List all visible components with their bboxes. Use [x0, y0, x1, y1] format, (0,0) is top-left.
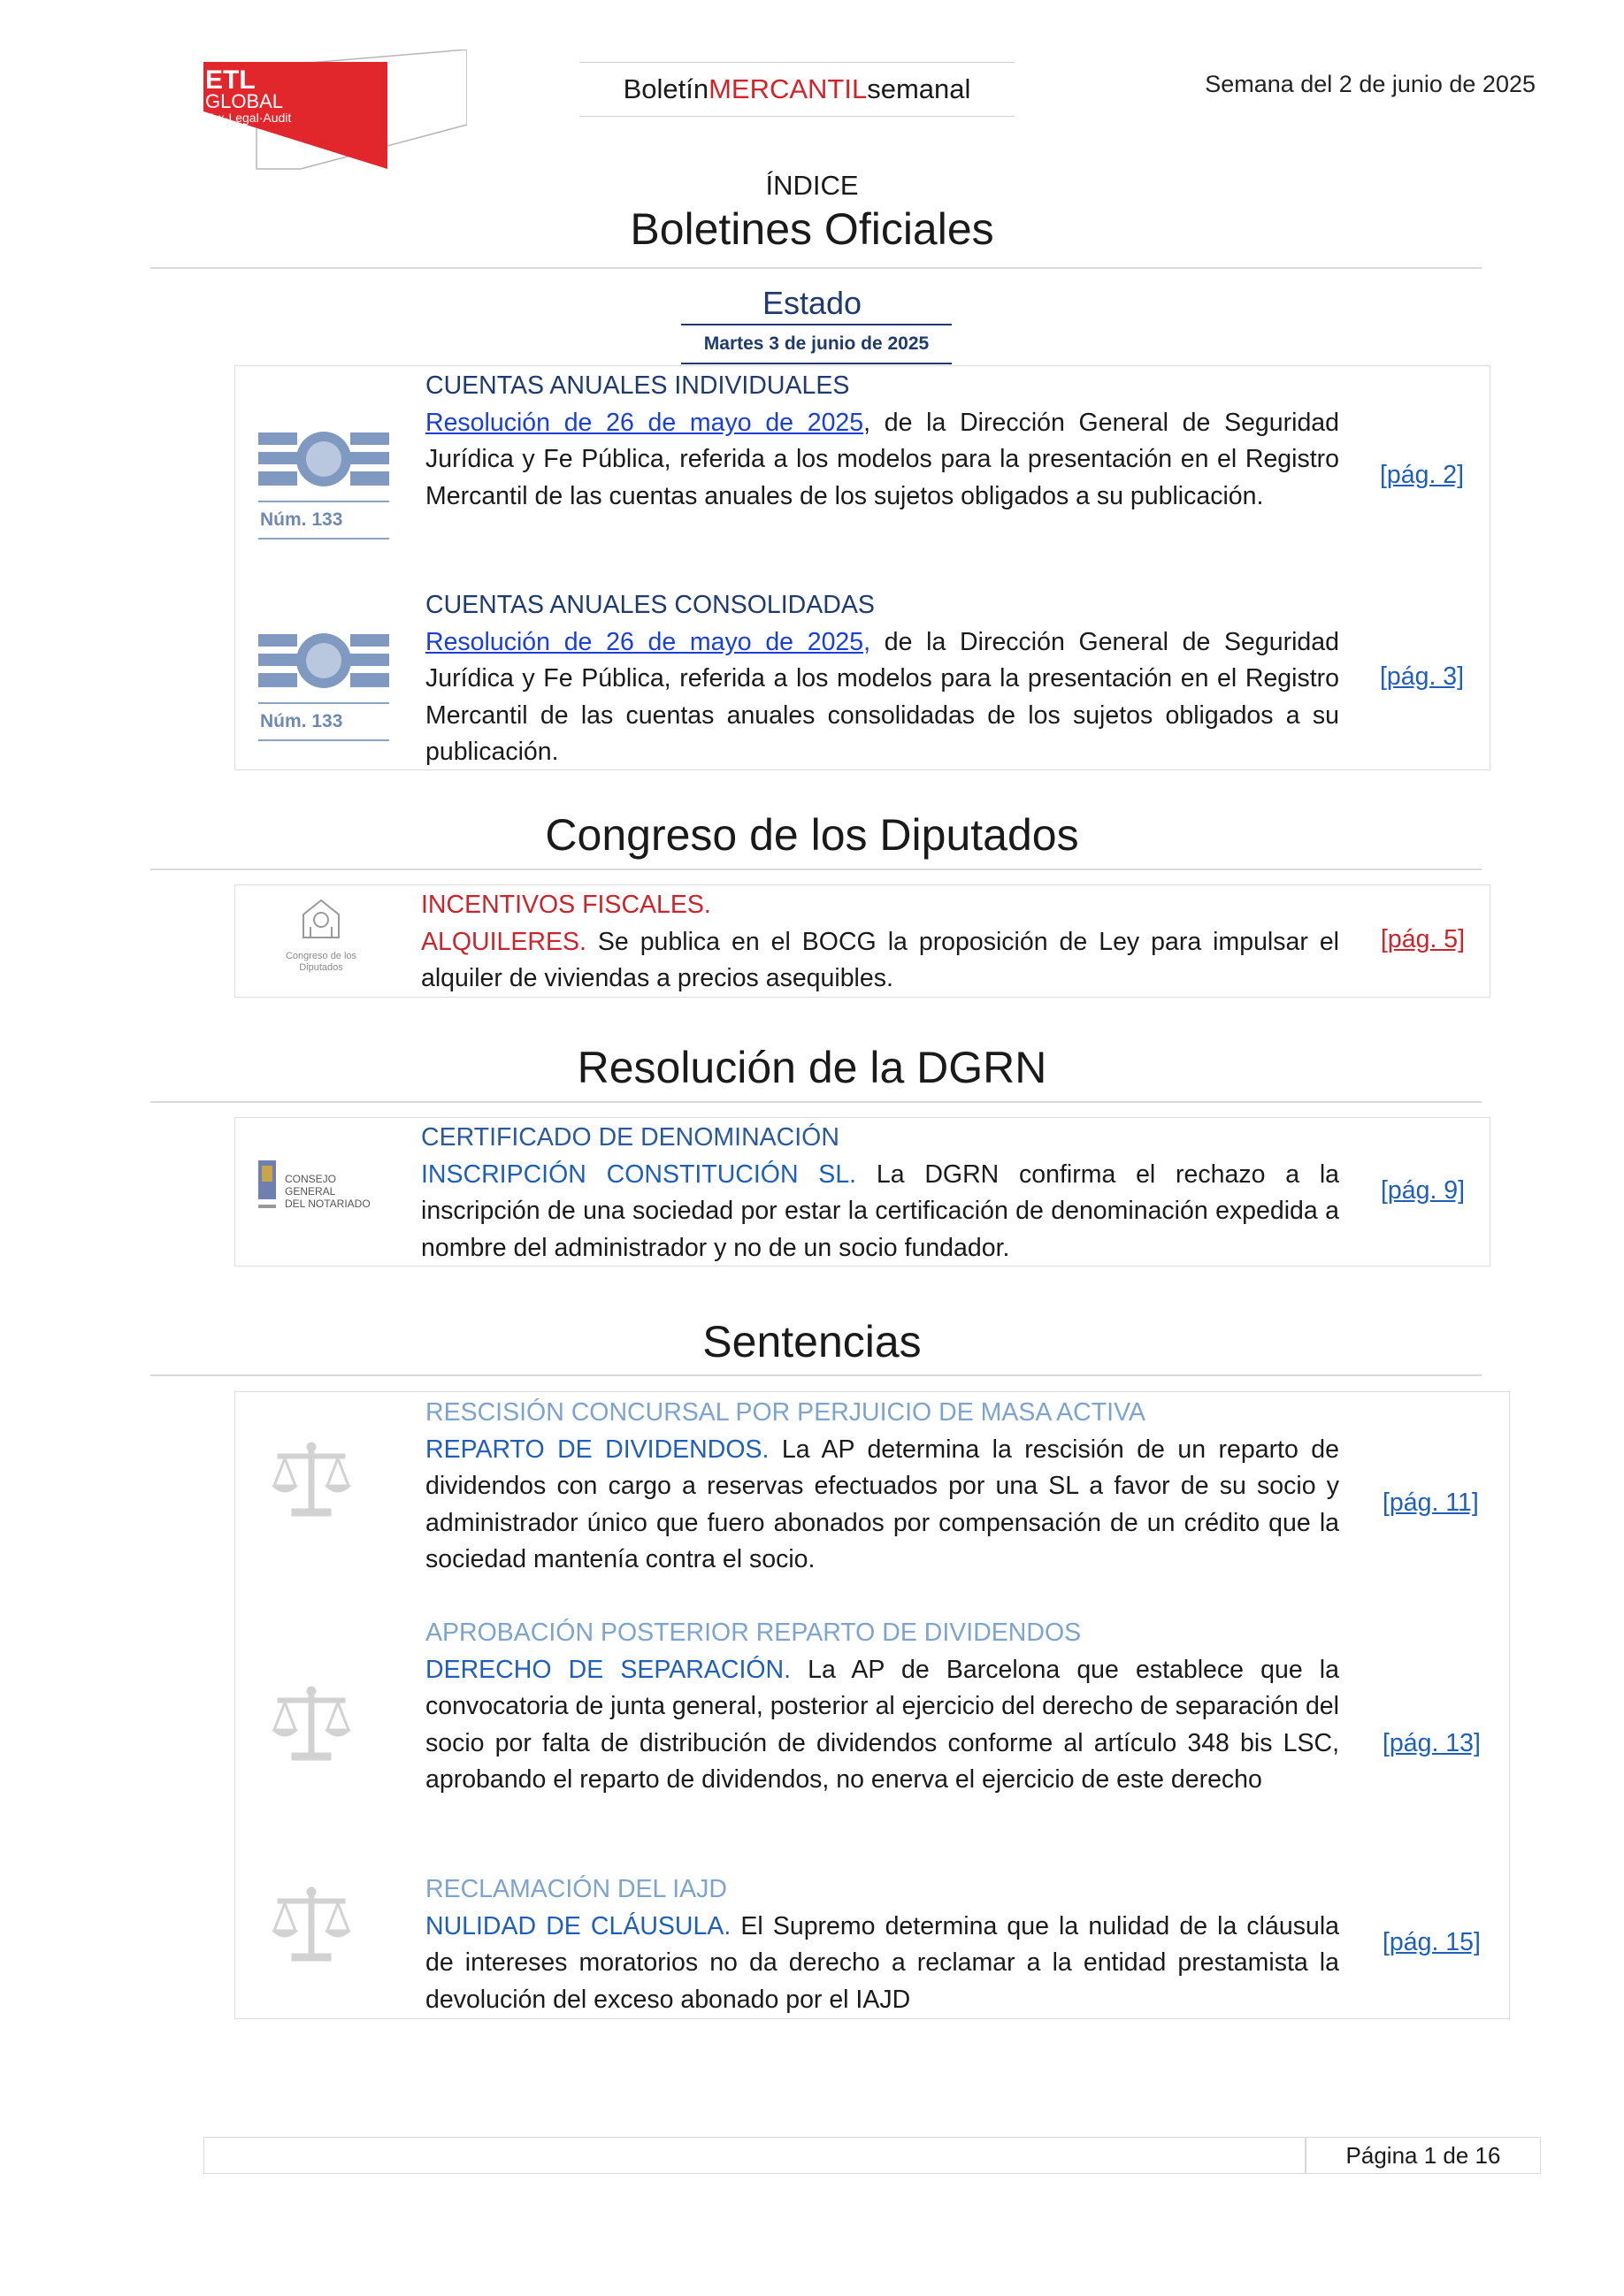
- divider: [150, 869, 1482, 870]
- page-link[interactable]: [pág. 5]: [1381, 925, 1466, 953]
- scales-icon: [271, 1684, 352, 1765]
- divider: [150, 1374, 1482, 1376]
- item-category: CUENTAS ANUALES INDIVIDUALES: [425, 371, 850, 400]
- boe-item-1: [425, 368, 1339, 515]
- bulletin-title-suffix: semanal: [867, 73, 971, 104]
- page-link[interactable]: [pág. 3]: [1380, 662, 1465, 691]
- item-body: La DGRN confirma el rechazo a la inscripción de una sociedad por estar la certificación de denominación expedida a nombre del administrador y no de un socio fundador.: [421, 1159, 1340, 1262]
- sentencia-item-2: [425, 1615, 1339, 1799]
- estado-date: Martes 3 de junio de 2025: [681, 324, 952, 364]
- bulletin-title: [579, 62, 1015, 117]
- item-category: CUENTAS ANUALES CONSOLIDADAS: [425, 591, 875, 619]
- notariado-logo-line1: CONSEJO GENERAL: [285, 1173, 337, 1198]
- resolution-link[interactable]: Resolución de 26 de mayo de 2025: [425, 408, 864, 437]
- item-body: Se publica en el BOCG la proposición de Ley para impulsar el alquiler de viviendas a precios asequibles.: [421, 927, 1339, 993]
- congreso-logo: [281, 893, 361, 985]
- item-body: , de la Dirección General de Seguridad Jurídica y Fe Pública, referida a los modelos para la presentación en el Registro Mercantil de las cuentas anuales de los sujetos obligados a su publicación.: [425, 408, 1339, 510]
- sentencia-item-1: [425, 1395, 1339, 1579]
- item-category: CERTIFICADO DE DENOMINACIÓN: [421, 1123, 839, 1152]
- item-category: RESCISIÓN CONCURSAL POR PERJUICIO DE MASA ACTIVA: [425, 1398, 1145, 1427]
- section-title-sentencias: Sentencias: [702, 1317, 922, 1366]
- item-lead: ALQUILERES.: [421, 927, 586, 956]
- week-label: Semana del 2 de junio de 2025: [1205, 71, 1536, 97]
- item-body: La AP determina la rescisión de un reparto de dividendos con cargo a reservas efectuados por una SL a favor de su socio y administrador único que fuero abonados por compensación de un crédito que la sociedad mantenía contra el socio.: [425, 1435, 1339, 1574]
- scales-icon: [271, 1440, 352, 1521]
- item-lead: DERECHO DE SEPARACIÓN.: [425, 1655, 792, 1684]
- index-label: ÍNDICE: [765, 170, 859, 201]
- item-body: La AP de Barcelona que establece que la convocatoria de junta general, posterior al ejercicio del derecho de separación del socio por falta de distribución de dividendos conforme al artículo 348 bis LSC, aprobando el reparto de dividendos, no enerva el ejercicio de este derecho: [425, 1655, 1339, 1795]
- page-link[interactable]: [pág. 13]: [1383, 1729, 1481, 1757]
- divider: [150, 267, 1482, 269]
- notariado-emblem-icon: [255, 1150, 280, 1224]
- item-category: RECLAMACIÓN DEL IAJD: [425, 1875, 728, 1903]
- logo-global: GLOBAL: [205, 90, 284, 112]
- boe-logo: [258, 429, 389, 540]
- dgrn-item: [421, 1120, 1339, 1267]
- section-title-boletines: Boletines Oficiales: [630, 204, 994, 254]
- boe-number: Núm. 133: [260, 509, 343, 530]
- item-body: El Supremo determina que la nulidad de la cláusula de intereses moratorios no da derecho a reclamar a la entidad prestamista la devolución del exceso abonado por el IAJD: [425, 1911, 1339, 2014]
- scales-icon: [271, 1885, 352, 1966]
- item-category: APROBACIÓN POSTERIOR REPARTO DE DIVIDENDOS: [425, 1619, 1082, 1647]
- page-number: Página 1 de 16: [1345, 2141, 1501, 2169]
- item-lead: NULIDAD DE CLÁUSULA.: [425, 1911, 732, 1940]
- page-link[interactable]: [pág. 2]: [1380, 461, 1465, 489]
- congreso-item: [421, 887, 1339, 998]
- boe-mark-icon: [258, 429, 389, 491]
- item-lead: INSCRIPCIÓN CONSTITUCIÓN SL.: [421, 1159, 857, 1189]
- logo-etl: ETL: [205, 65, 256, 95]
- page-link[interactable]: [pág. 11]: [1383, 1489, 1479, 1517]
- boe-logo: [258, 631, 389, 741]
- estado-subtitle: Estado: [762, 285, 862, 321]
- congreso-logo-text: Congreso de los Diputados: [285, 951, 357, 973]
- item-lead: REPARTO DE DIVIDENDOS.: [425, 1435, 770, 1464]
- notariado-logo-line2: DEL NOTARIADO: [285, 1198, 371, 1210]
- resolution-link[interactable]: Resolución de 26 de mayo de 2025,: [425, 627, 871, 656]
- sentencia-item-3: [425, 1871, 1339, 2018]
- bulletin-title-prefix: Boletín: [623, 73, 709, 104]
- item-category: INCENTIVOS FISCALES.: [421, 891, 711, 919]
- item-body: de la Dirección General de Seguridad Jurídica y Fe Pública, referida a los modelos para la presentación en el Registro Mercantil de las cuentas anuales consolidadas de los sujetos obligados a su publicación.: [425, 627, 1339, 767]
- page-link[interactable]: [pág. 9]: [1381, 1176, 1466, 1205]
- page-link[interactable]: [pág. 15]: [1383, 1928, 1481, 1956]
- logo-tagline: Tax·Legal·Audit: [205, 111, 292, 125]
- footer-divider: [1305, 2137, 1306, 2174]
- boe-mark-icon: [258, 631, 389, 693]
- boe-number: Núm. 133: [260, 711, 343, 731]
- boe-item-2: [425, 587, 1339, 771]
- section-title-dgrn: Resolución de la DGRN: [577, 1043, 1047, 1092]
- etl-global-logo: [202, 50, 467, 173]
- bulletin-title-highlight: MERCANTIL: [709, 73, 868, 104]
- section-title-congreso: Congreso de los Diputados: [545, 810, 1079, 860]
- notariado-logo: [255, 1150, 387, 1224]
- congreso-emblem-icon: [295, 893, 348, 946]
- divider: [150, 1101, 1482, 1103]
